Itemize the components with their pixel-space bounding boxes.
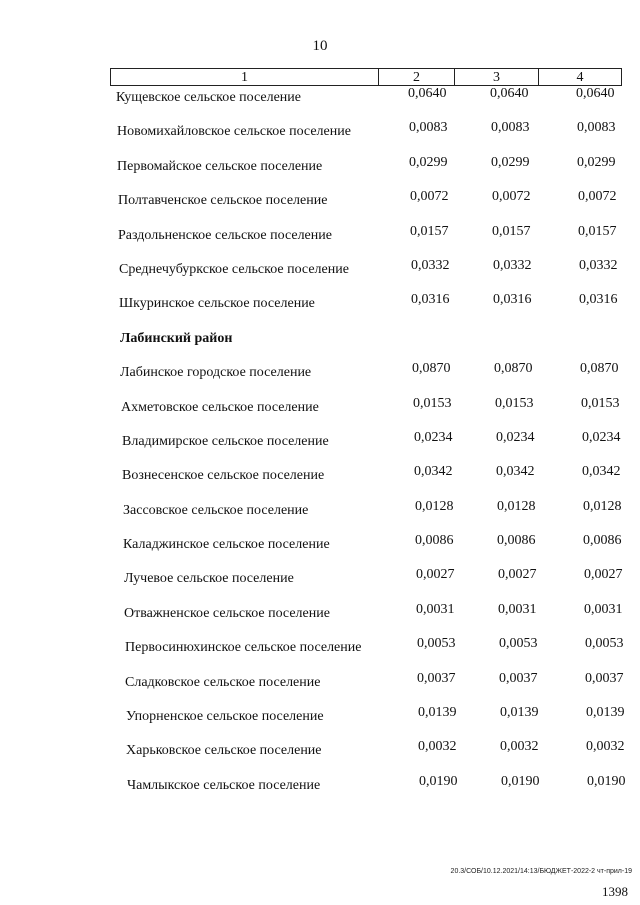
table-row — [0, 86, 640, 120]
value-col-2: 0,0190 — [419, 773, 458, 789]
value-col-2: 0,0342 — [414, 464, 453, 480]
value-col-4: 0,0037 — [585, 670, 624, 686]
value-col-2: 0,0157 — [410, 223, 449, 239]
district-name: Лабинский район — [120, 330, 233, 346]
table-row — [0, 430, 640, 464]
value-col-3: 0,0128 — [497, 498, 536, 514]
value-col-4: 0,0128 — [583, 498, 622, 514]
value-col-2: 0,0027 — [416, 567, 455, 583]
value-col-3: 0,0153 — [495, 395, 534, 411]
table-row — [0, 499, 640, 533]
value-col-2: 0,0870 — [412, 361, 451, 377]
value-col-3: 0,0083 — [491, 120, 530, 136]
value-col-4: 0,0157 — [578, 223, 617, 239]
settlement-name: Упорненское сельское поселение — [126, 709, 324, 725]
value-col-2: 0,0299 — [409, 154, 448, 170]
value-col-2: 0,0316 — [411, 292, 450, 308]
settlement-name: Раздольненское сельское поселение — [118, 227, 332, 243]
settlement-name: Ахметовское сельское поселение — [121, 399, 319, 415]
value-col-2: 0,0640 — [408, 86, 447, 101]
value-col-4: 0,0053 — [585, 636, 624, 652]
settlement-name: Первомайское сельское поселение — [117, 158, 323, 174]
value-col-4: 0,0139 — [586, 705, 625, 721]
value-col-3: 0,0072 — [492, 189, 531, 205]
value-col-4: 0,0640 — [576, 86, 615, 101]
value-col-4: 0,0072 — [578, 189, 617, 205]
district-heading-row — [0, 327, 640, 361]
value-col-2: 0,0053 — [417, 636, 456, 652]
table-row — [0, 361, 640, 395]
table-row — [0, 258, 640, 292]
header-col-2: 2 — [379, 69, 455, 85]
value-col-3: 0,0139 — [500, 705, 539, 721]
settlement-name: Шкуринское сельское поселение — [119, 296, 315, 312]
value-col-2: 0,0031 — [416, 601, 455, 617]
value-col-4: 0,0031 — [584, 601, 623, 617]
table-row — [0, 671, 640, 705]
value-col-3: 0,0299 — [491, 154, 530, 170]
settlement-name: Чамлыкское сельское поселение — [127, 777, 321, 793]
table-row — [0, 602, 640, 636]
value-col-3: 0,0342 — [496, 464, 535, 480]
header-col-3: 3 — [455, 69, 539, 85]
settlement-name: Каладжинское сельское поселение — [123, 537, 330, 553]
value-col-3: 0,0870 — [494, 361, 533, 377]
value-col-2: 0,0234 — [414, 429, 453, 445]
value-col-4: 0,0083 — [577, 120, 616, 136]
value-col-3: 0,0032 — [500, 739, 539, 755]
value-col-4: 0,0870 — [580, 361, 619, 377]
value-col-2: 0,0139 — [418, 705, 457, 721]
value-col-3: 0,0037 — [499, 670, 538, 686]
table-row — [0, 396, 640, 430]
value-col-4: 0,0342 — [582, 464, 621, 480]
settlement-name: Сладковское сельское поселение — [125, 674, 321, 690]
header-col-4: 4 — [576, 70, 584, 85]
value-col-3: 0,0053 — [499, 636, 538, 652]
value-col-3: 0,0316 — [493, 292, 532, 308]
value-col-4: 0,0332 — [579, 257, 618, 273]
table-row — [0, 292, 640, 326]
header-col-1: 1 — [111, 69, 379, 85]
value-col-3: 0,0640 — [490, 86, 529, 101]
value-col-3: 0,0190 — [501, 773, 540, 789]
table-row — [0, 705, 640, 739]
value-col-3: 0,0086 — [497, 533, 536, 549]
table-row — [0, 464, 640, 498]
value-col-2: 0,0332 — [411, 257, 450, 273]
table-row — [0, 189, 640, 223]
table-row — [0, 774, 640, 808]
table-row — [0, 155, 640, 189]
settlement-name: Лабинское городское поселение — [120, 365, 312, 381]
value-col-2: 0,0153 — [413, 395, 452, 411]
table-header — [110, 68, 622, 86]
settlement-name: Среднечубуркское сельское поселение — [119, 261, 349, 277]
value-col-2: 0,0032 — [418, 739, 457, 755]
table-row — [0, 739, 640, 773]
value-col-2: 0,0072 — [410, 189, 449, 205]
value-col-3: 0,0234 — [496, 429, 535, 445]
value-col-3: 0,0027 — [498, 567, 537, 583]
settlement-name: Владимирское сельское поселение — [122, 433, 329, 449]
value-col-2: 0,0086 — [415, 533, 454, 549]
settlement-name: Первосинюхинское сельское поселение — [125, 640, 362, 656]
value-col-4: 0,0153 — [581, 395, 620, 411]
value-col-4: 0,0316 — [579, 292, 618, 308]
value-col-3: 0,0332 — [493, 257, 532, 273]
value-col-2: 0,0037 — [417, 670, 456, 686]
settlement-name: Лучевое сельское поселение — [124, 571, 294, 587]
settlement-name: Зассовское сельское поселение — [123, 502, 309, 518]
value-col-4: 0,0299 — [577, 154, 616, 170]
footer-page-number: 1398 — [602, 884, 628, 899]
settlement-name: Отважненское сельское поселение — [124, 605, 330, 621]
settlement-name: Вознесенское сельское поселение — [122, 468, 325, 484]
value-col-2: 0,0083 — [409, 120, 448, 136]
value-col-2: 0,0128 — [415, 498, 454, 514]
table-row — [0, 224, 640, 258]
document-code: 20.3/СОБ/10.12.2021/14:13/БЮДЖЕТ-2022-2 чт-прил-19 — [450, 868, 632, 875]
value-col-4: 0,0086 — [583, 533, 622, 549]
settlement-name: Новомихайловское сельское поселение — [117, 124, 351, 140]
value-col-4: 0,0234 — [582, 429, 621, 445]
page-number: 10 — [312, 38, 328, 54]
table-row — [0, 636, 640, 670]
table-row — [0, 120, 640, 154]
settlement-name: Кущевское сельское поселение — [116, 90, 301, 105]
settlement-name: Харьковское сельское поселение — [126, 743, 322, 759]
value-col-4: 0,0190 — [587, 773, 626, 789]
value-col-4: 0,0027 — [584, 567, 623, 583]
table-row — [0, 533, 640, 567]
value-col-3: 0,0157 — [492, 223, 531, 239]
settlement-name: Полтавченское сельское поселение — [118, 193, 328, 209]
value-col-4: 0,0032 — [586, 739, 625, 755]
value-col-3: 0,0031 — [498, 601, 537, 617]
table-body — [0, 86, 640, 808]
table-row — [0, 567, 640, 601]
